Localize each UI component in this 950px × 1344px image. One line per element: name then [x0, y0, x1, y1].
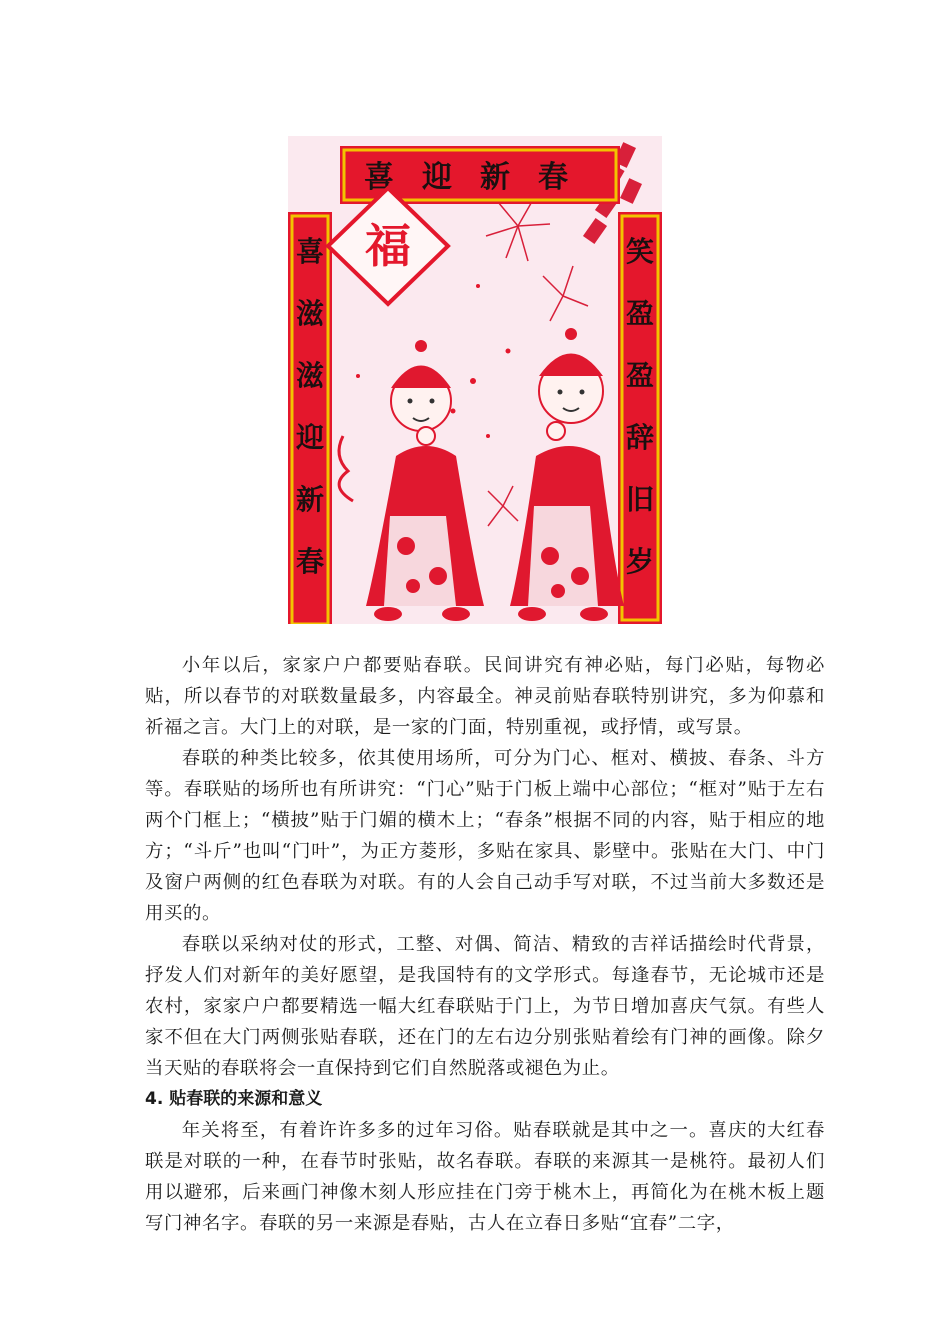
horizontal-scroll-text: 喜迎新春 [364, 160, 596, 195]
child-figure-right [510, 328, 624, 621]
left-couplet-char: 滋 [295, 297, 325, 330]
left-couplet-char: 新 [295, 483, 325, 516]
paragraph-1: 小年以后，家家户户都要贴春联。民间讲究有神必贴，每门必贴，每物必贴，所以春节的对联数量最多，内容最全。神灵前贴春联特别讲究，多为仰慕和祈福之言。大门上的对联，是一家的门面，特别重视，或抒情，或写景。 [145, 655, 825, 738]
section-heading: 4. 贴春联的来源和意义 [145, 1089, 323, 1109]
right-couplet-char: 盈 [625, 359, 655, 392]
section-paragraph: 年关将至，有着许许多多的过年习俗。贴春联就是其中之一。喜庆的大红春联是对联的一种，在春节时张贴，故名春联。春联的来源其一是桃符。最初人们用以避邪，后来画门神像木刻人形应挂在门旁于桃木上，再简化为在桃木板上题写门神名字。春联的另一来源是春贴，古人在立春日多贴“宜春”二字， [145, 1120, 825, 1234]
left-couplet-char: 喜 [295, 235, 325, 268]
right-couplet-char: 盈 [625, 297, 655, 330]
fu-diamond [328, 188, 448, 304]
right-couplet-char: 岁 [625, 545, 655, 578]
left-couplet [288, 212, 332, 624]
right-couplet-char: 辞 [625, 421, 655, 454]
right-couplet-char: 笑 [625, 235, 655, 268]
fu-character: 福 [365, 219, 411, 273]
illustration-svg [288, 136, 662, 624]
left-couplet-char: 春 [295, 545, 325, 578]
spring-festival-illustration [288, 136, 662, 624]
paragraph-3: 春联以采纳对仗的形式，工整、对偶、简洁、精致的吉祥话描绘时代背景，抒发人们对新年的美好愿望，是我国特有的文学形式。每逢春节，无论城市还是农村，家家户户都要精选一幅大红春联贴于门上，为节日增加喜庆气氛。有些人家不但在大门两侧张贴春联，还在门的左右边分别张贴着绘有门神的画像。除夕当天贴的春联将会一直保持到它们自然脱落或褪色为止。 [145, 934, 825, 1079]
right-couplet [618, 212, 662, 624]
left-couplet-char: 迎 [295, 421, 325, 454]
child-figure-left [339, 340, 484, 621]
left-couplet-char: 滋 [295, 359, 325, 392]
article-body [145, 650, 825, 1239]
paragraph-2: 春联的种类比较多，依其使用场所，可分为门心、框对、横披、春条、斗方等。春联贴的场所也有所讲究：“门心”贴于门板上端中心部位；“框对”贴于左右两个门框上；“横披”贴于门媚的横木上；“春条”根据不同的内容，贴于相应的地方；“斗斤”也叫“门叶”，为正方菱形，多贴在家具、影壁中。张贴在大门、中门及窗户两侧的红色春联为对联。有的人会自己动手写对联，不过当前大多数还是用买的。 [145, 748, 825, 924]
right-couplet-char: 旧 [625, 483, 655, 516]
